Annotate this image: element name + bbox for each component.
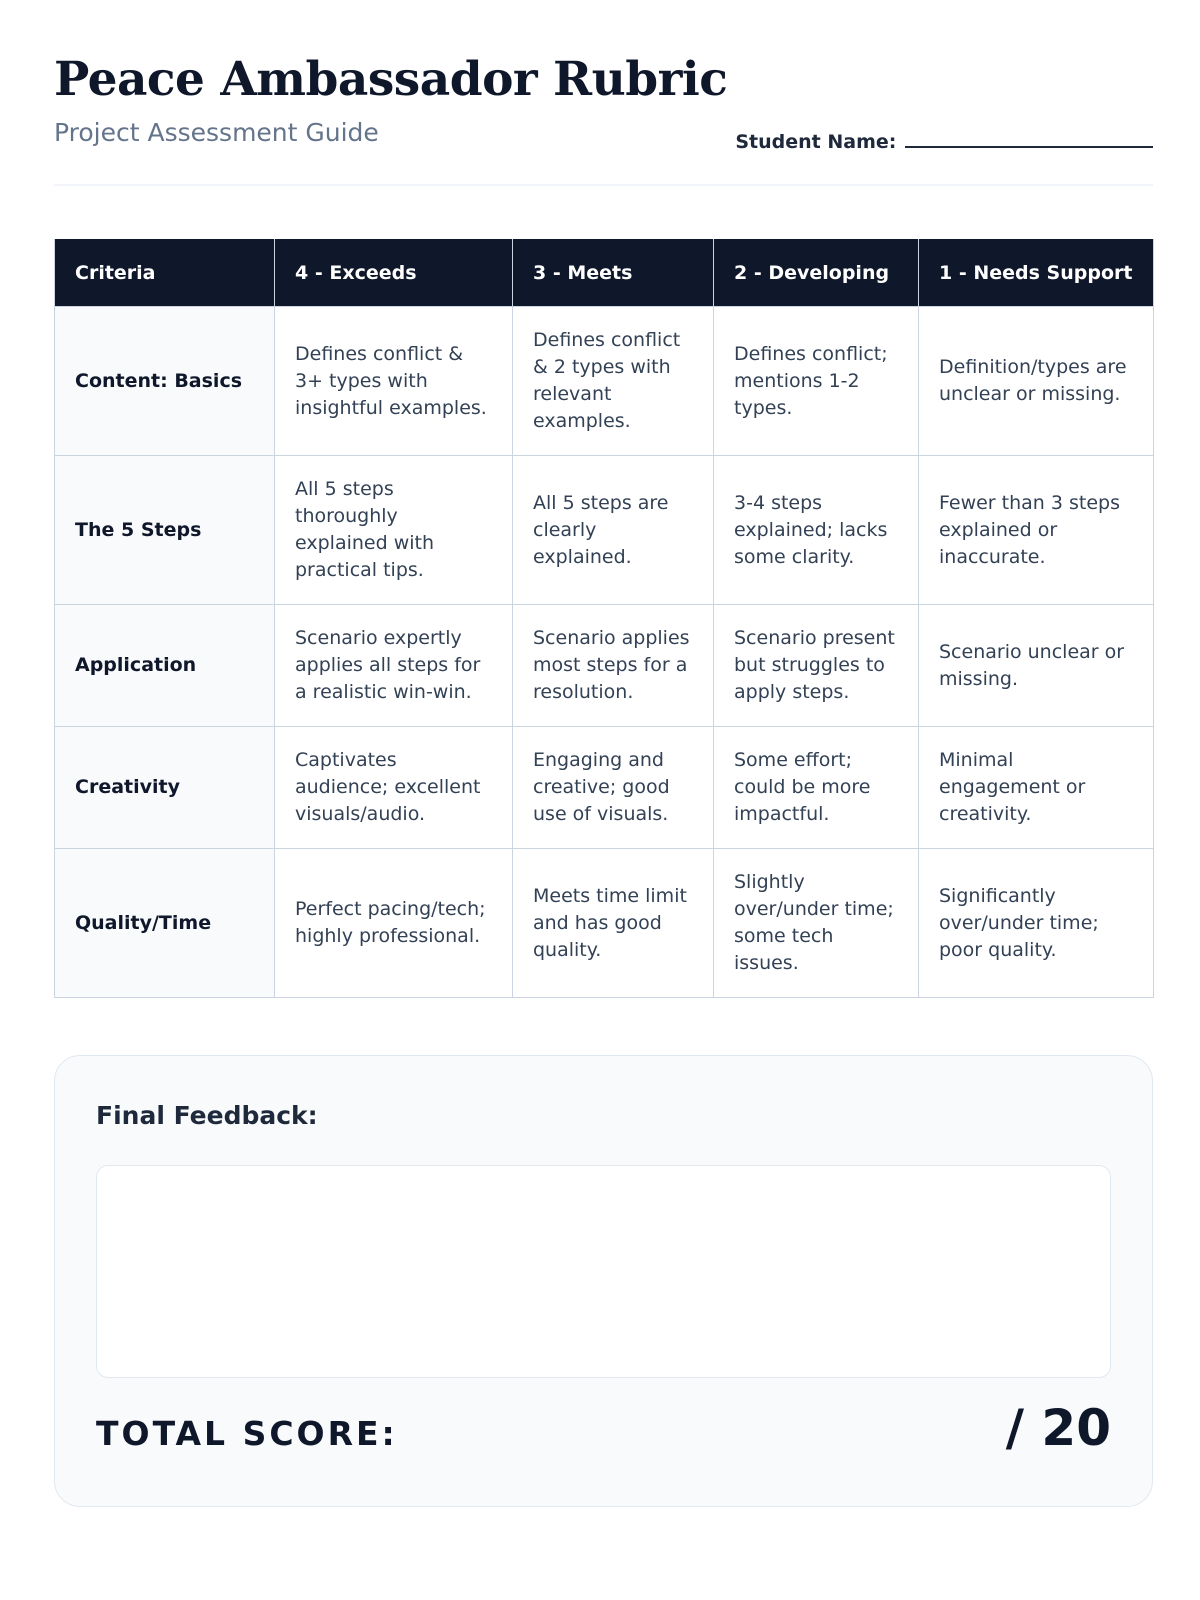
level-cell: All 5 steps thoroughly explained with practical tips. — [275, 456, 513, 605]
column-header-developing: 2 - Developing — [714, 239, 919, 307]
level-cell: Defines conflict & 3+ types with insightful examples. — [275, 307, 513, 456]
table-row — [55, 456, 1154, 605]
table-row — [55, 727, 1154, 849]
total-score-max: / 20 — [1005, 1399, 1111, 1457]
student-name-line[interactable] — [905, 128, 1153, 148]
level-cell: Engaging and creative; good use of visuals. — [513, 727, 714, 849]
feedback-label: Final Feedback: — [96, 1101, 318, 1130]
table-row — [55, 605, 1154, 727]
level-cell: Captivates audience; excellent visuals/audio. — [275, 727, 513, 849]
rubric-page — [54, 0, 1153, 1457]
page-subtitle: Project Assessment Guide — [54, 118, 379, 147]
level-cell: Definition/types are unclear or missing. — [919, 307, 1154, 456]
level-cell: Scenario applies most steps for a resolution. — [513, 605, 714, 727]
level-cell: Meets time limit and has good quality. — [513, 849, 714, 998]
column-header-criteria: Criteria — [55, 239, 275, 307]
level-cell: Scenario present but struggles to apply steps. — [714, 605, 919, 727]
criterion-cell: Application — [55, 605, 275, 727]
column-header-exceeds: 4 - Exceeds — [275, 239, 513, 307]
feedback-panel — [54, 1055, 1153, 1507]
level-cell: Fewer than 3 steps explained or inaccurate. — [919, 456, 1154, 605]
level-cell: Significantly over/under time; poor quality. — [919, 849, 1154, 998]
rubric-table — [54, 239, 1154, 998]
criterion-cell: Creativity — [55, 727, 275, 849]
level-cell: 3-4 steps explained; lacks some clarity. — [714, 456, 919, 605]
level-cell: Some effort; could be more impactful. — [714, 727, 919, 849]
student-name-label: Student Name: — [735, 131, 897, 153]
table-row — [55, 849, 1154, 998]
level-cell: Scenario unclear or missing. — [919, 605, 1154, 727]
level-cell: Defines conflict & 2 types with relevant examples. — [513, 307, 714, 456]
criterion-cell: Quality/Time — [55, 849, 275, 998]
column-header-needs-support: 1 - Needs Support — [919, 239, 1154, 307]
table-header-row — [55, 239, 1154, 307]
header — [54, 0, 1153, 186]
feedback-input[interactable] — [96, 1165, 1111, 1378]
level-cell: Perfect pacing/tech; highly professional. — [275, 849, 513, 998]
level-cell: Slightly over/under time; some tech issues. — [714, 849, 919, 998]
page-title: Peace Ambassador Rubric — [54, 52, 728, 107]
criterion-cell: Content: Basics — [55, 307, 275, 456]
total-score-label: TOTAL SCORE: — [96, 1414, 398, 1453]
table-row — [55, 307, 1154, 456]
level-cell: Minimal engagement or creativity. — [919, 727, 1154, 849]
column-header-meets: 3 - Meets — [513, 239, 714, 307]
level-cell: Defines conflict; mentions 1-2 types. — [714, 307, 919, 456]
student-name-field — [735, 128, 1153, 153]
level-cell: Scenario expertly applies all steps for a realistic win-win. — [275, 605, 513, 727]
criterion-cell: The 5 Steps — [55, 456, 275, 605]
level-cell: All 5 steps are clearly explained. — [513, 456, 714, 605]
